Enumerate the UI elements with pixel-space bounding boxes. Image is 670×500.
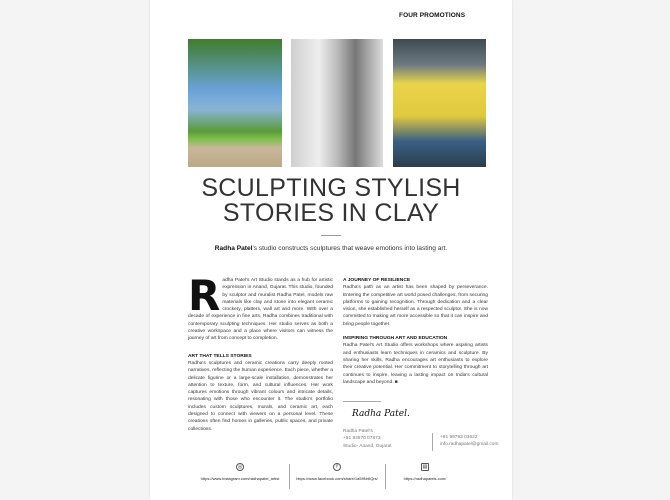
paragraph: Radha's sculptures and ceramic creations carry deeply rooted narratives, reflecting the human experience. Each piece, whether a delicate figurine or a large-scale installation, demonstrates her attention to texture, form, and cultural influences. Her work captures emotions through vibrant colours and intricate details, resonating with those who encounter it. The studio's portfolio includes custom sculptures, murals, and ceramic art, each designed to connect with viewers on a personal level. These creations often find homes in galleries, public spaces, and private collections. <box>188 360 333 432</box>
website-icon: ▤ <box>422 464 428 470</box>
magazine-page <box>150 0 512 500</box>
heading-education: INSPIRING THROUGH ART AND EDUCATION <box>343 336 448 342</box>
subtitle-name: Radha Patel <box>214 245 253 252</box>
contact-address: Studio- Anand, Gujarat <box>343 443 392 449</box>
contact-divider <box>432 433 433 451</box>
facebook-icon: f <box>333 463 341 471</box>
website-link[interactable]: https://radhapatels.com/ <box>403 476 447 481</box>
footer-website[interactable] <box>390 463 460 481</box>
contact-phone-1: +91 83570 07873 <box>343 436 381 442</box>
footer-facebook[interactable] <box>292 463 382 481</box>
paragraph: Radha's path as an artist has been shaped by perseverance. Entering the competitive art world posed challenges, from securing platforms to gaining recognition. Through dedication and a clear vision, she established herself as a respected sculptor. She is now committed to making art more accessible so that it can inspire and bring people together. <box>343 285 488 327</box>
subtitle <box>150 245 512 252</box>
right-column <box>343 277 488 386</box>
footer-divider <box>385 464 386 489</box>
paragraph: Radha Patel's Art Studio offers workshops where aspiring artists and enthusiasts learn techniques in ceramics and sculpture. By sharing her skills, Radha encourages art enthusiasts to explore their creative potential. Her commitment to storytelling through art continues to inspire, leaving a lasting impact on India's cultural landscape and beyond. ■ <box>343 343 488 385</box>
signature: Radha Patel. <box>352 409 410 419</box>
contact-name: Radha Patel's <box>343 429 373 434</box>
heading-resilience: A JOURNEY OF RESILIENCE <box>343 278 411 283</box>
title-line-1: SCULPTING STYLISH <box>201 174 461 202</box>
title-divider <box>321 235 341 236</box>
instagram-link[interactable]: https://www.instagram.com/radhapatel_artist <box>200 476 280 481</box>
footer-instagram[interactable] <box>195 463 285 481</box>
spider-sphere-sculpture-photo <box>393 39 486 167</box>
contact-phone-2: +91 99793 03622 <box>440 435 478 440</box>
article-title <box>150 176 512 226</box>
section-label: FOUR PROMOTIONS <box>399 12 466 19</box>
left-column <box>188 271 333 433</box>
instagram-icon: ◎ <box>237 464 243 470</box>
facebook-link[interactable]: https://www.facebook.com/share/1a59Nr6Qrs/ <box>296 476 378 481</box>
intro-paragraph: adha Patel's Art Studio stands as a hub for artistic expression in Anand, Gujarat. This studio, founded by sculptor and muralist Radha Patel, models raw materials like clay and stone into elegant ceramic crockery, platters, wall art and more. With over a decade of experience in fine arts, Radha combines traditional with contemporary sculpting techniques. Her studio serves as both a creative workspace and a place where visitors can witness the journey of art from concept to completion. <box>188 278 333 342</box>
subtitle-text: 's studio constructs sculptures that weave emotions into lasting art. <box>252 245 448 252</box>
contact-email: info.radhapatel@gmail.com <box>440 442 499 448</box>
contact-right <box>440 434 498 449</box>
star-sculpture-photo <box>188 39 282 167</box>
title-line-2: STORIES IN CLAY <box>222 199 440 227</box>
signature-divider <box>343 401 381 402</box>
drop-cap: R <box>188 271 221 320</box>
angel-sculpture-photo <box>291 39 383 167</box>
heading-art-stories: ART THAT TELLS STORIES <box>188 353 252 359</box>
footer-divider <box>289 464 290 489</box>
contact-left <box>343 428 392 450</box>
